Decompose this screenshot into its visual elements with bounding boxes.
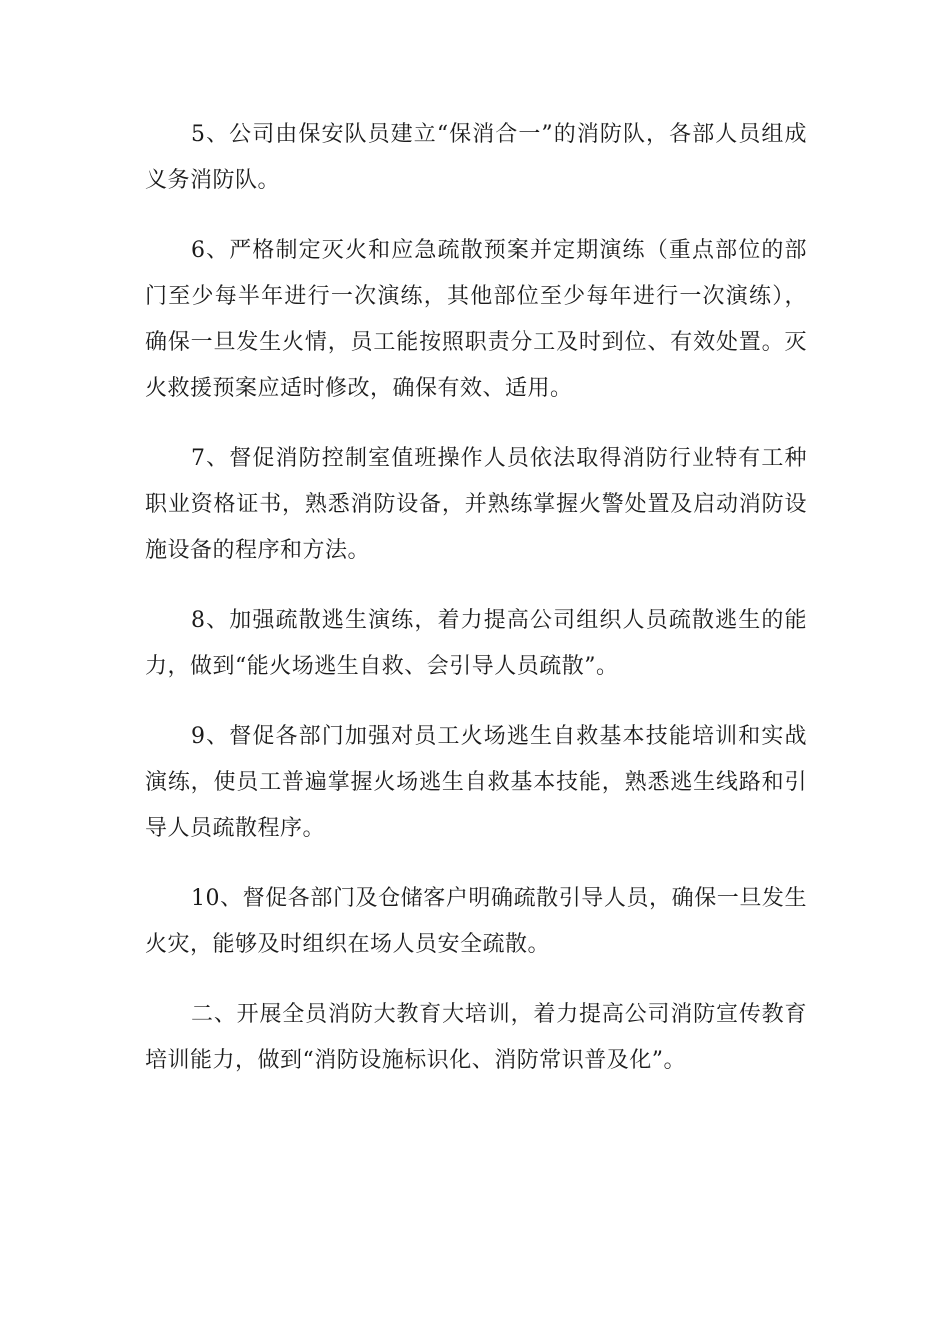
paragraph-item-8: 8、加强疏散逃生演练，着力提高公司组织人员疏散逃生的能力，做到“能火场逃生自救、会引导人员疏散”。 [145,608,807,679]
paragraph-item-7: 7、督促消防控制室值班操作人员依法取得消防行业特有工种职业资格证书，熟悉消防设备，并熟练掌握火警处置及启动消防设施设备的程序和方法。 [145,446,807,563]
paragraph-item-9: 9、督促各部门加强对员工火场逃生自救基本技能培训和实战演练，使员工普遍掌握火场逃生自救基本技能，熟悉逃生线路和引导人员疏散程序。 [145,724,807,841]
paragraph-item-10: 10、督促各部门及仓储客户明确疏散引导人员，确保一旦发生火灾，能够及时组织在场人员安全疏散。 [145,886,807,957]
paragraph-item-6: 6、严格制定灭火和应急疏散预案并定期演练（重点部位的部门至少每半年进行一次演练，其他部位至少每年进行一次演练），确保一旦发生火情，员工能按照职责分工及时到位、有效处置。灭火救援预案应适时修改，确保有效、适用。 [145,238,807,401]
paragraph-item-5: 5、公司由保安队员建立“保消合一”的消防队，各部人员组成义务消防队。 [145,122,807,193]
section-heading-two: 二、开展全员消防大教育大培训，着力提高公司消防宣传教育培训能力，做到“消防设施标识化、消防常识普及化”。 [145,1002,807,1073]
document-body [145,112,807,1108]
